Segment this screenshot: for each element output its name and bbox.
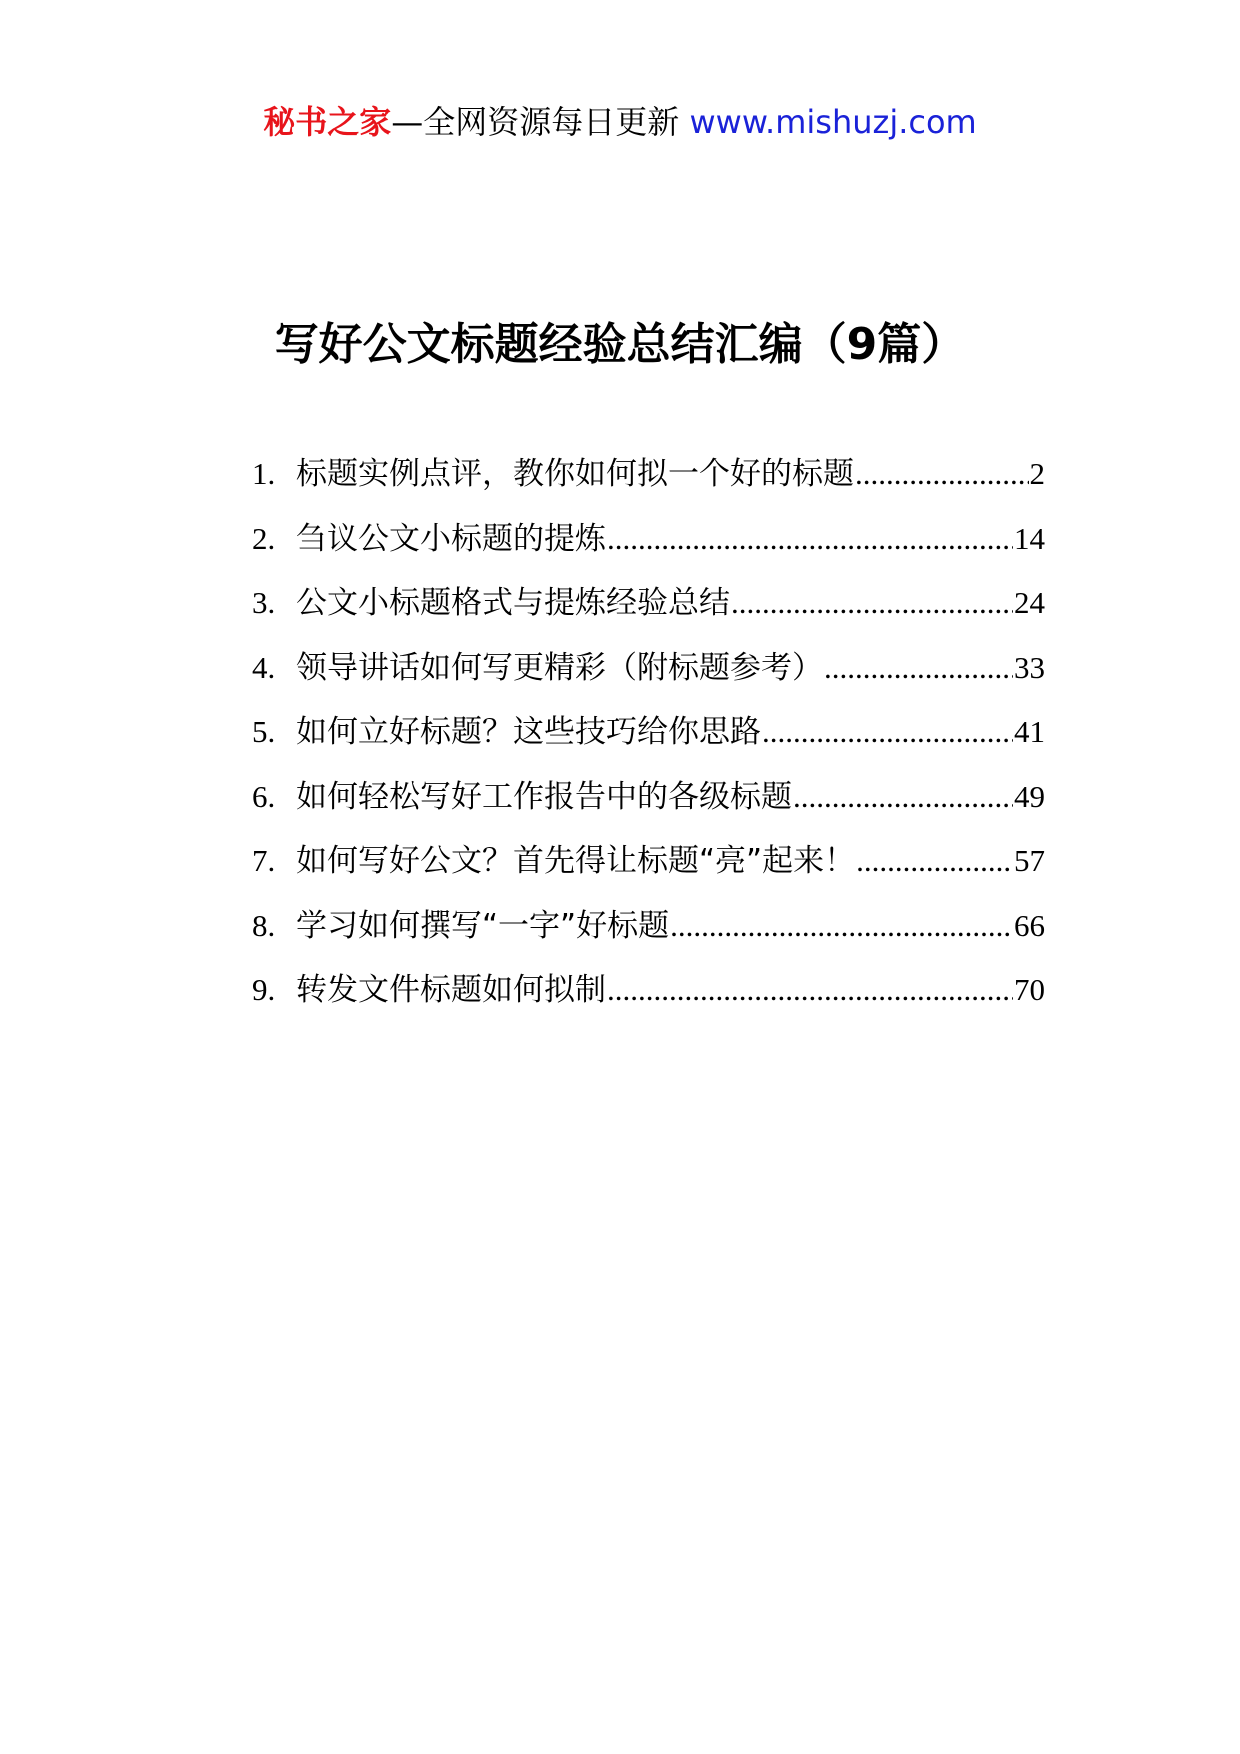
toc-entry[interactable] [252,968,1045,1033]
toc-entry-title: 如何写好公文？首先得让标题“亮”起来！ [296,843,856,879]
toc-dot-leader [793,775,1013,819]
toc-entry-title: 刍议公文小标题的提炼 [296,520,606,557]
toc-entry[interactable] [252,775,1045,840]
toc-entry-number: 2. [252,520,276,556]
toc-entry-title: 学习如何撰写“一字”好标题 [296,907,670,944]
toc-dot-leader [856,839,1013,883]
site-header [0,100,1240,144]
toc-entry-title: 标题实例点评，教你如何拟一个好的标题 [296,456,854,492]
toc-entry-number: 6. [252,778,276,814]
toc-entry-number: 1. [252,456,276,491]
toc-dot-leader [762,710,1013,754]
toc-entry-number: 7. [252,843,276,878]
toc-entry-title: 公文小标题格式与提炼经验总结 [296,585,730,621]
toc-entry-page: 33 [1014,649,1045,685]
toc-dot-leader [824,646,1013,690]
toc-dot-leader [855,452,1029,496]
toc-dot-leader [670,904,1013,948]
toc-entry-title: 领导讲话如何写更精彩（附标题参考） [296,649,823,686]
toc-entry-page: 70 [1014,972,1045,1007]
toc-entry-title: 转发文件标题如何拟制 [296,972,606,1008]
toc-entry[interactable] [252,581,1045,646]
toc-entry[interactable] [252,904,1045,969]
toc-entry-number: 8. [252,907,276,943]
toc-entry-page: 49 [1014,778,1045,814]
toc-entry-title: 如何轻松写好工作报告中的各级标题 [296,778,792,815]
toc-entry-page: 14 [1014,520,1045,556]
table-of-contents [252,452,1045,1033]
document-title: 写好公文标题经验总结汇编（9篇） [274,319,966,370]
brand-name: 秘书之家 [263,103,392,141]
toc-entry-page: 66 [1014,907,1045,943]
toc-entry-page: 24 [1014,585,1045,620]
toc-entry[interactable] [252,517,1045,582]
toc-entry-page: 57 [1014,843,1045,878]
toc-entry-number: 9. [252,972,276,1007]
toc-dot-leader [607,968,1013,1012]
toc-dot-leader [607,517,1013,561]
toc-entry[interactable] [252,646,1045,711]
toc-entry-page: 2 [1029,456,1045,491]
toc-entry-number: 3. [252,585,276,620]
website-link[interactable]: www.mishuzj.com [689,103,977,141]
toc-entry-title: 如何立好标题？这些技巧给你思路 [296,714,761,750]
toc-entry[interactable] [252,839,1045,904]
toc-entry-page: 41 [1014,714,1045,749]
toc-entry-number: 4. [252,649,276,685]
toc-dot-leader [731,581,1013,625]
toc-entry[interactable] [252,452,1045,517]
toc-entry-number: 5. [252,714,276,749]
toc-entry[interactable] [252,710,1045,775]
header-tagline: —全网资源每日更新 [391,103,690,141]
